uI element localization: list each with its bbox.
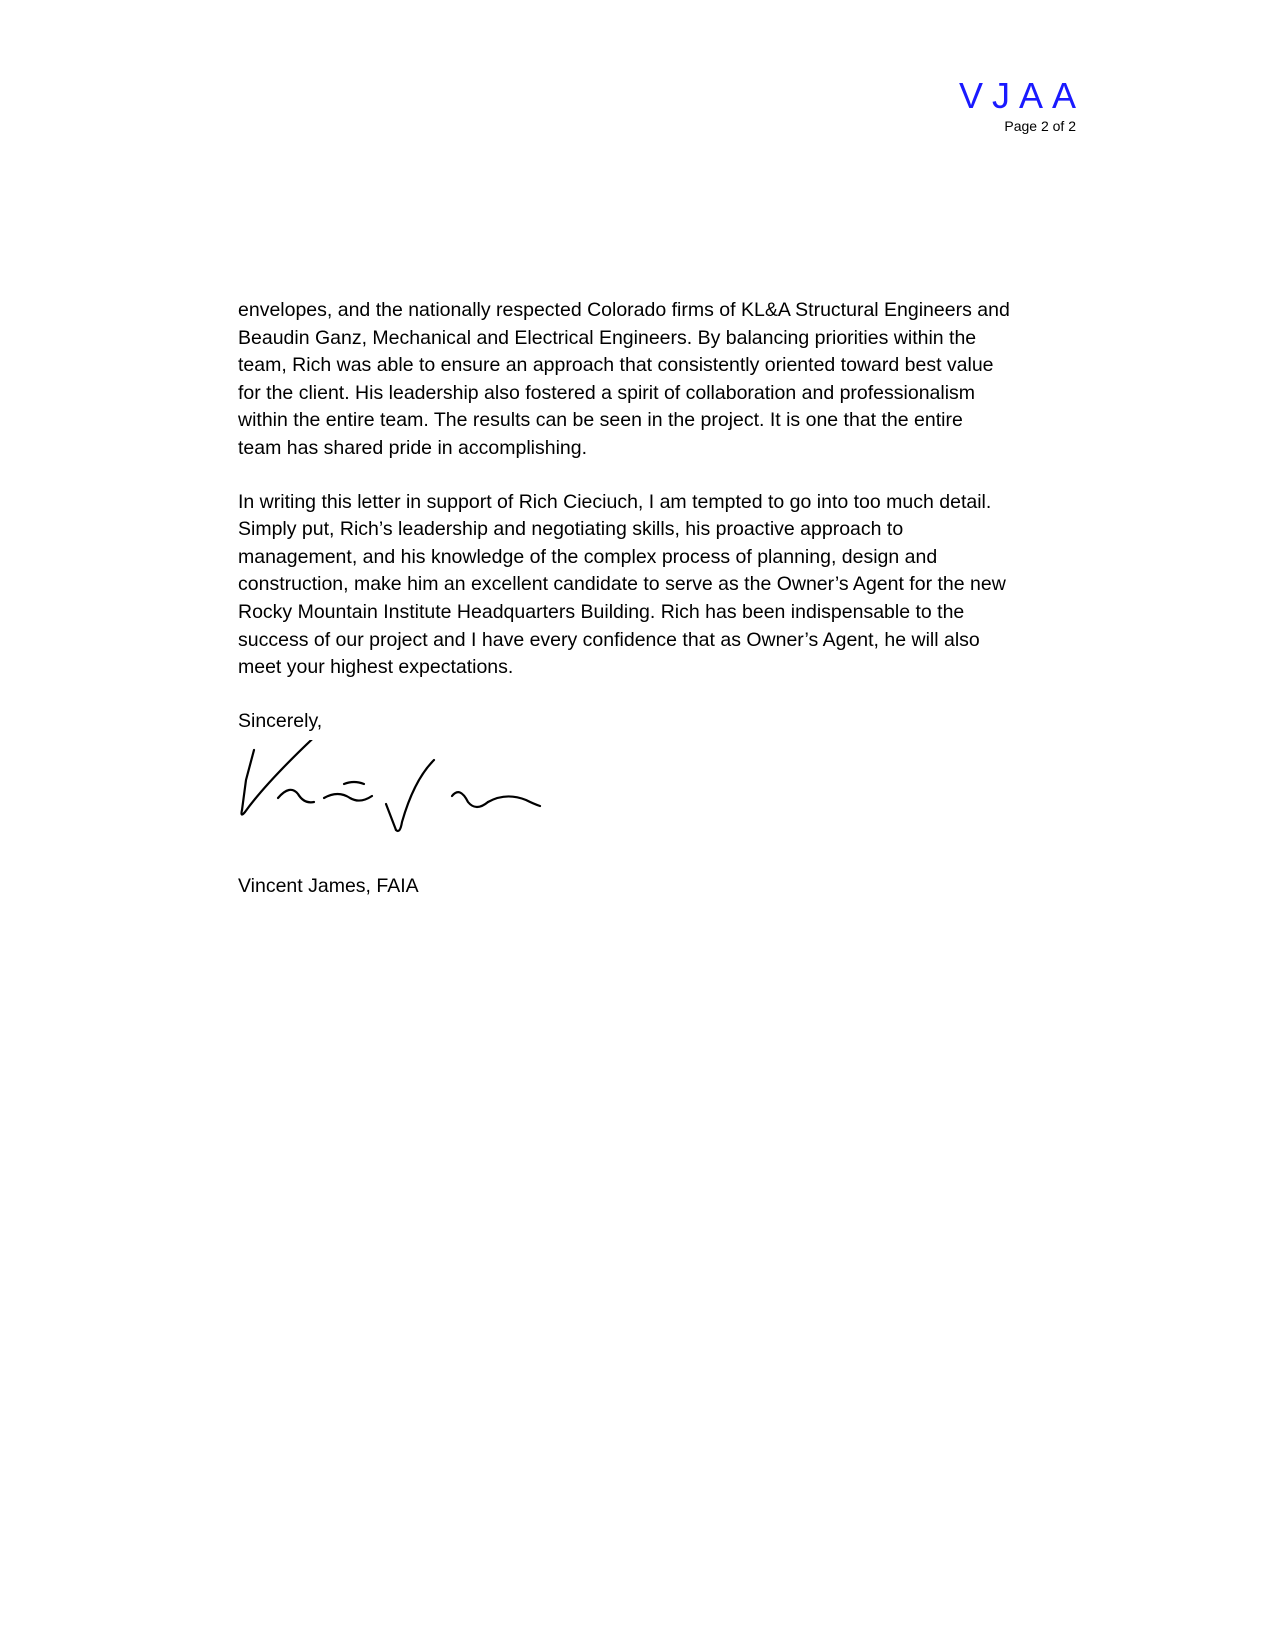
closing: Sincerely, bbox=[238, 709, 323, 732]
vjaa-logo: VJAA bbox=[958, 75, 1085, 116]
letter-body bbox=[238, 297, 1068, 735]
letterhead bbox=[958, 75, 1085, 135]
paragraph-2: In writing this letter in support of Rich Cieciuch, I am tempted to go into too much detail. Simply put, Rich’s leadership and negotiating skills, his proactive approach to management, and his knowledge of the complex process of planning, design and construction, make him an excellent candidate to serve as the Owner’s Agent for the new Rocky Mountain Institute Headquarters Building. Rich has been indispensable to the success of our project and I have every confidence that as Owner’s Agent, he will also meet your highest expectations. bbox=[238, 490, 1006, 679]
page-number: Page 2 of 2 bbox=[1004, 118, 1076, 134]
signer-name: Vincent James, FAIA bbox=[238, 875, 419, 897]
handwritten-signature bbox=[238, 740, 558, 880]
paragraph-1: envelopes, and the nationally respected Colorado firms of KL&A Structural Engineers and Beaudin Ganz, Mechanical and Electrical Engineers. By balancing priorities within the team, Rich was able to ensure an approach that consistently oriented toward best value for the client. His leadership also fostered a spirit of collaboration and professionalism within the entire team. The results can be seen in the project. It is one that the entire team has shared pride in accomplishing. bbox=[238, 299, 1010, 459]
